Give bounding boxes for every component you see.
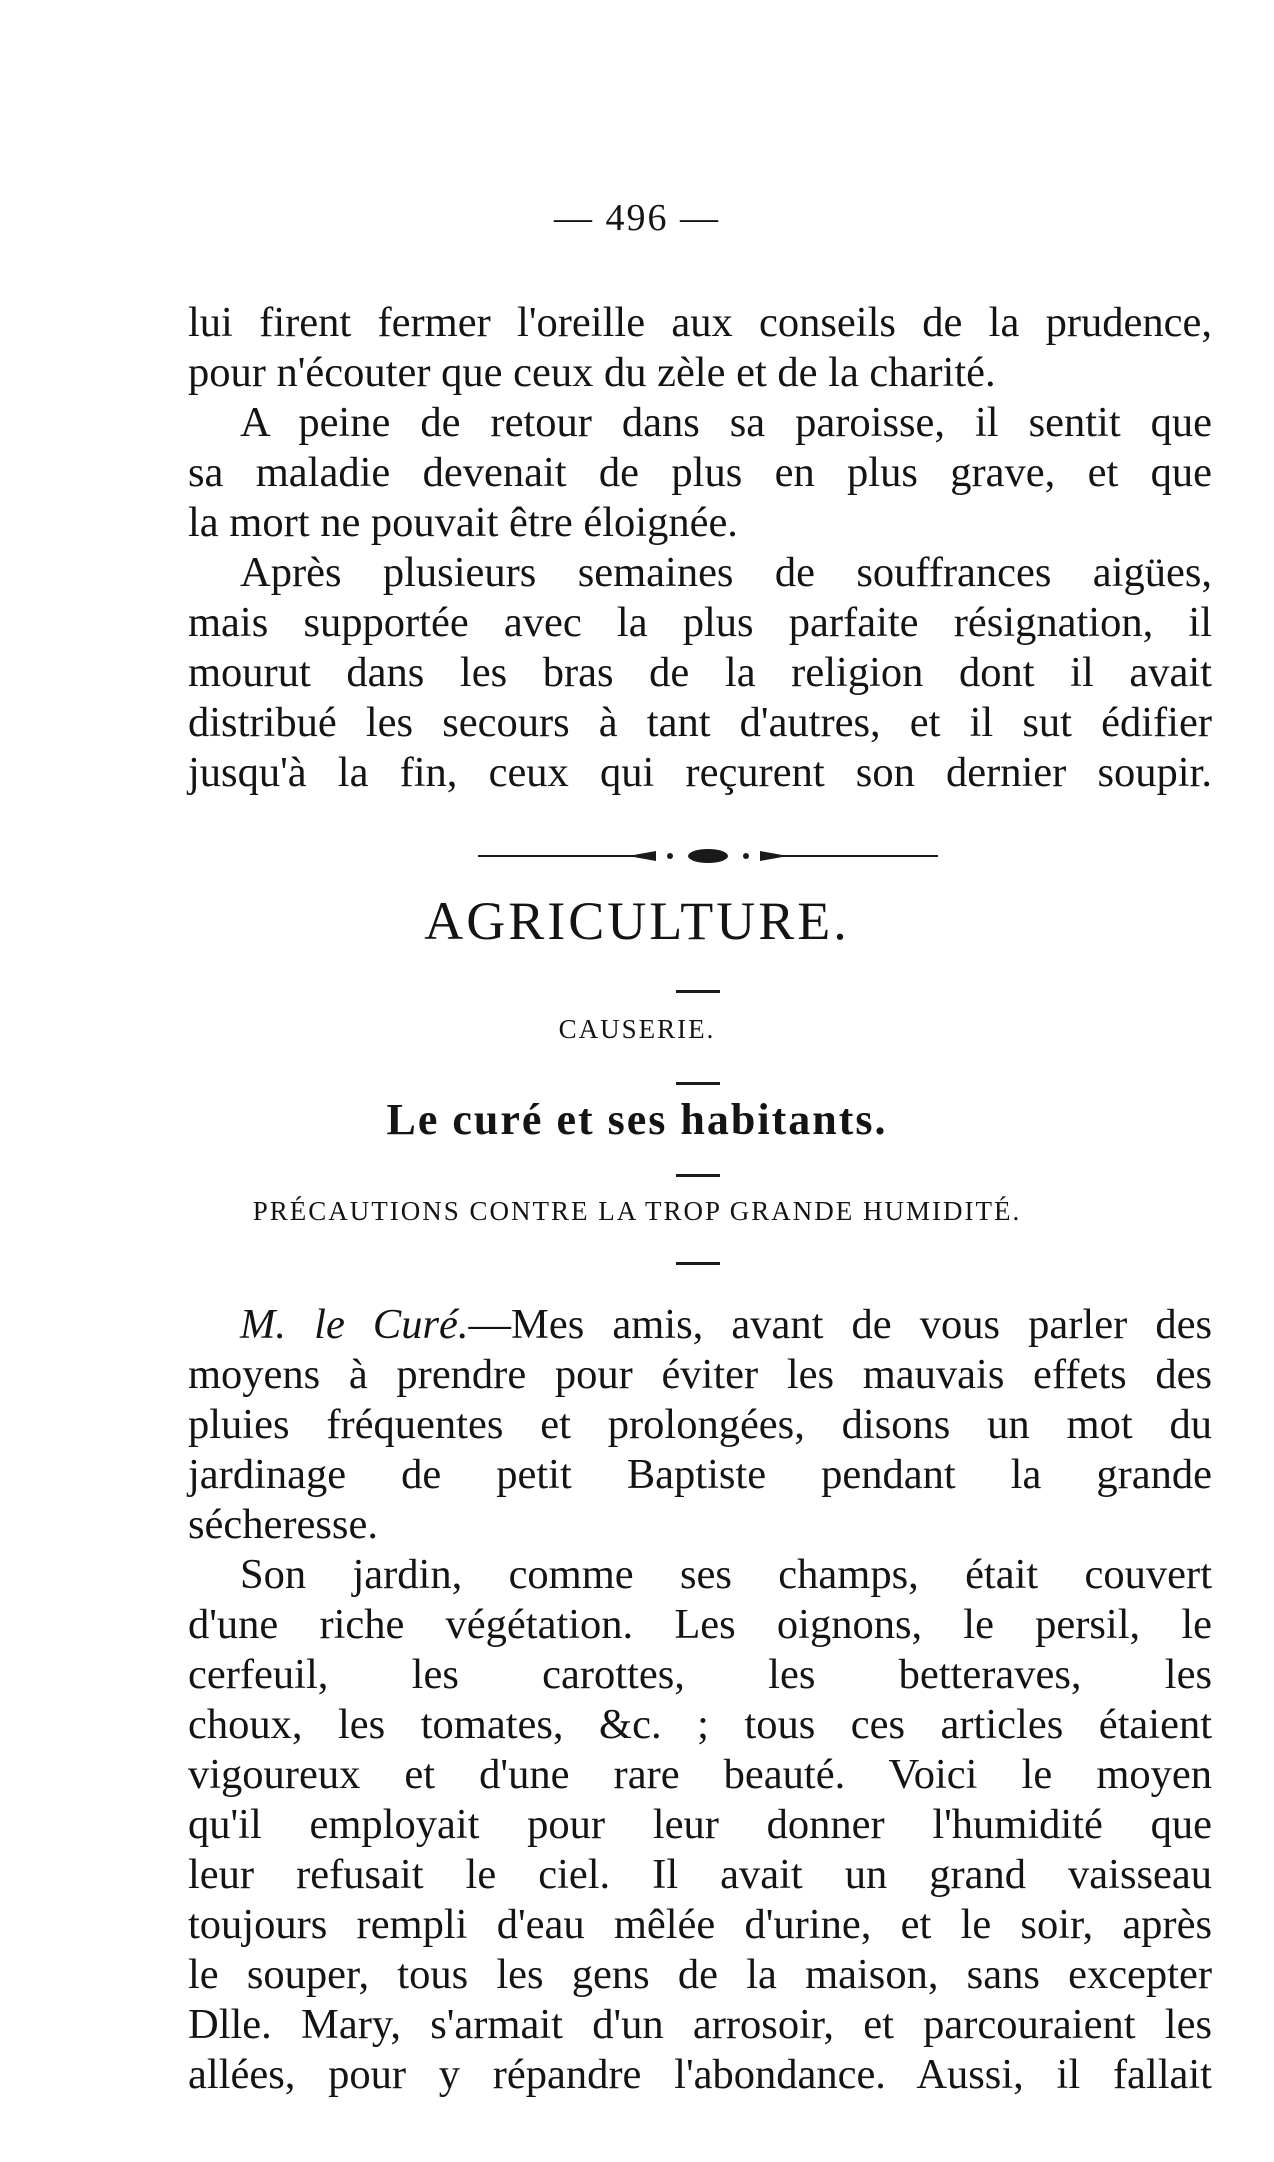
text-line [188, 1300, 1212, 1350]
text-line: allées, pour y répandre l'abondance. Aussi, il fallait [188, 2051, 1212, 2098]
dialogue-text [188, 1300, 1212, 2100]
article-rubric: PRÉCAUTIONS CONTRE LA TROP GRANDE HUMIDITÉ. [252, 1196, 1022, 1226]
text-line: moyens à prendre pour éviter les mauvais effets des [188, 1351, 1212, 1398]
short-rule [676, 990, 720, 993]
speech-text: —Mes amis, avant de vous parler des [468, 1301, 1212, 1348]
speaker-name: M. le Curé. [240, 1301, 469, 1348]
text-line: Après plusieurs semaines de souffrances aigües, [240, 549, 1212, 596]
text-line: sa maladie devenait de plus en plus grave, et que [188, 449, 1212, 496]
text-line: d'une riche végétation. Les oignons, le persil, le [188, 1601, 1212, 1648]
text-line: leur refusait le ciel. Il avait un grand vaisseau [188, 1851, 1212, 1898]
text-line: pluies fréquentes et prolongées, disons un mot du [188, 1401, 1212, 1448]
text-line: distribué les secours à tant d'autres, et il sut édifier [188, 699, 1212, 746]
ornament-divider [478, 846, 938, 866]
text-line: toujours rempli d'eau mêlée d'urine, et le soir, après [188, 1901, 1212, 1948]
short-rule [676, 1262, 720, 1265]
text-line: A peine de retour dans sa paroisse, il sentit que [240, 399, 1212, 446]
text-line: lui firent fermer l'oreille aux conseils de la prudence, [188, 299, 1212, 346]
text-line: vigoureux et d'une rare beauté. Voici le moyen [188, 1751, 1212, 1798]
article-title: Le curé et ses habitants. [386, 1095, 888, 1144]
text-line: choux, les tomates, &c. ; tous ces articles étaient [188, 1701, 1212, 1748]
paragraph-retour [188, 398, 1212, 548]
text-line: Son jardin, comme ses champs, était couvert [240, 1551, 1212, 1598]
text-line: pour n'écouter que ceux du zèle et de la charité. [188, 349, 996, 396]
text-line: jusqu'à la fin, ceux qui reçurent son dernier soupir. [188, 749, 1212, 796]
text-line: mais supportée avec la plus parfaite résignation, il [188, 599, 1212, 646]
short-rule [676, 1082, 720, 1085]
short-rule [676, 1174, 720, 1177]
text-line: mourut dans les bras de la religion dont il avait [188, 649, 1212, 696]
text-line: le souper, tous les gens de la maison, sans excepter [188, 1951, 1212, 1998]
text-line: jardinage de petit Baptiste pendant la grande [188, 1451, 1212, 1498]
paragraph-prudence [188, 298, 1212, 398]
text-line: la mort ne pouvait être éloignée. [188, 499, 738, 546]
section-title: AGRICULTURE. [424, 891, 850, 951]
text-line: sécheresse. [188, 1501, 378, 1548]
paragraph-jardin [188, 1550, 1212, 2100]
section-subheading: CAUSERIE. [558, 1014, 716, 1044]
text-line: qu'il employait pour leur donner l'humidité que [188, 1801, 1212, 1848]
paragraph-cure [188, 1300, 1212, 1550]
opening-text [188, 298, 1212, 798]
paragraph-deces [188, 548, 1212, 798]
page-number: — 496 — [554, 197, 720, 239]
text-line: cerfeuil, les carottes, les betteraves, les [188, 1651, 1212, 1698]
text-line: Dlle. Mary, s'armait d'un arrosoir, et parcouraient les [188, 2001, 1212, 2048]
